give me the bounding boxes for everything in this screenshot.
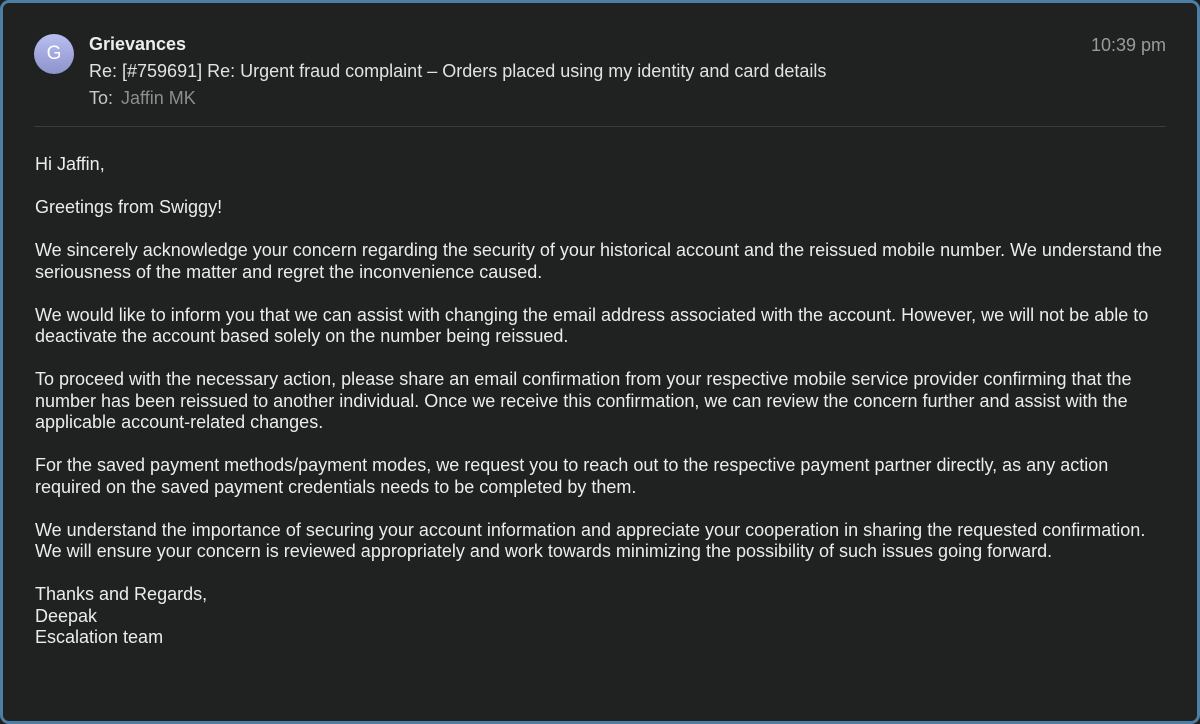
- to-label: To:: [89, 88, 114, 108]
- body-paragraph: Greetings from Swiggy!: [35, 197, 223, 217]
- signature-closing: Thanks and Regards,: [35, 584, 208, 604]
- signature-team: Escalation team: [35, 627, 164, 647]
- body-paragraph: To proceed with the necessary action, please share an email confirmation from your respective mobile service provider confirming that the number has been reissued to another individual. Once we receive this confirmation, we can review the concern further and assist with the applicable account-related changes.: [35, 369, 1132, 432]
- body-paragraph: We would like to inform you that we can assist with changing the email address associated with the account. However, we will not be able to deactivate the account based solely on the number being reissued.: [35, 304, 1149, 346]
- recipient-name[interactable]: Jaffin MK: [121, 88, 196, 108]
- email-timestamp: 10:39 pm: [1090, 35, 1166, 55]
- body-paragraph: We understand the importance of securing your account information and appreciate your cooperation in sharing the requested confirmation. We will ensure your concern is reviewed appropriately and work towards minimizing the possibility of such issues going forward.: [35, 519, 1146, 561]
- signature-name: Deepak: [35, 605, 98, 626]
- email-header: [3, 3, 1197, 127]
- recipient-row: [89, 87, 196, 109]
- header-divider: [34, 126, 1166, 127]
- greeting: Hi Jaffin,: [35, 154, 105, 174]
- email-body: [35, 154, 1175, 649]
- sender-avatar[interactable]: G: [34, 34, 74, 74]
- body-paragraph: For the saved payment methods/payment modes, we request you to reach out to the respective payment partner directly, as any action required on the saved payment credentials needs to be completed by them.: [35, 455, 1109, 497]
- sender-name[interactable]: Grievances: [89, 34, 187, 54]
- signature: [35, 584, 1175, 649]
- email-subject: Re: [#759691] Re: Urgent fraud complaint – Orders placed using my identity and card details: [89, 61, 827, 81]
- body-paragraph: We sincerely acknowledge your concern regarding the security of your historical account and the reissued mobile number. We understand the seriousness of the matter and regret the inconvenience caused.: [35, 240, 1162, 282]
